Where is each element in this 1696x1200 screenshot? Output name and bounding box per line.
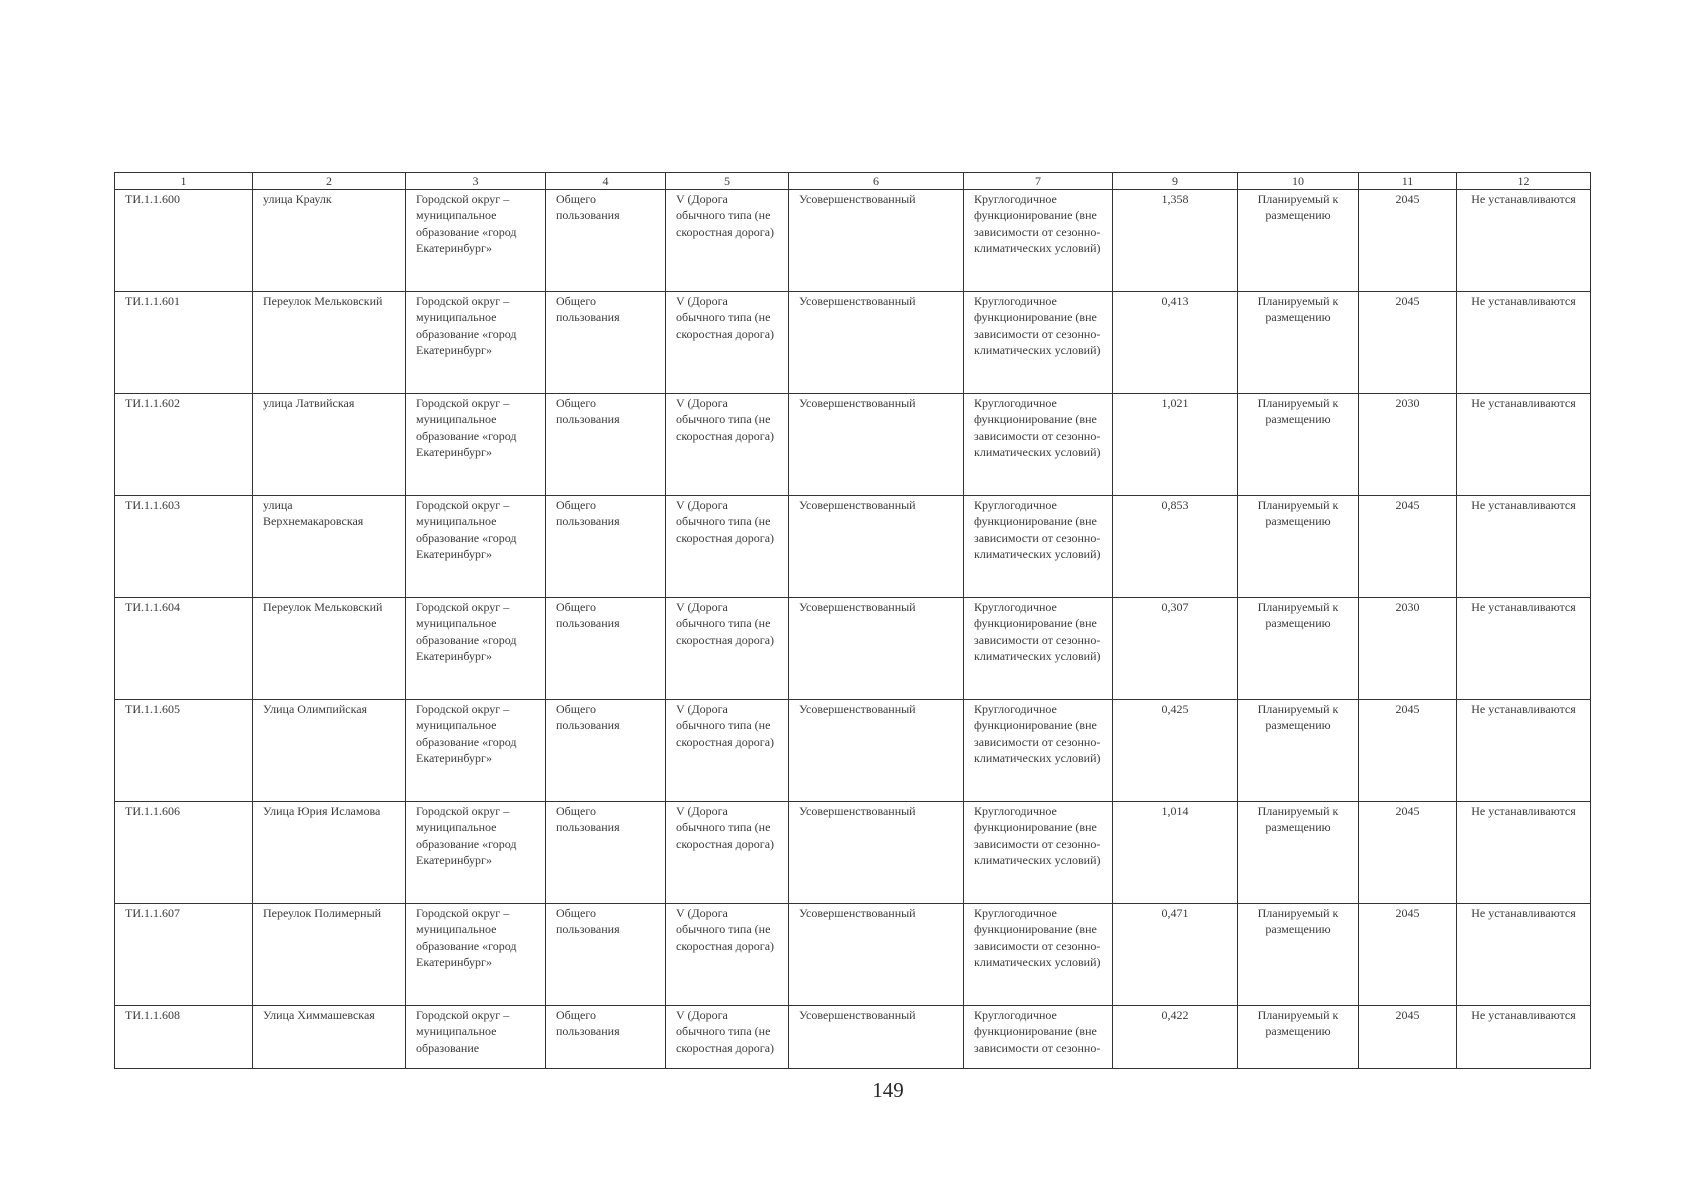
object-name-cell: улица Краулк	[253, 190, 406, 292]
page-number: 149	[872, 1078, 904, 1102]
operation-mode-cell: Круглогодичное функционирование (вне зависимости от сезонно-климатических условий)	[964, 904, 1113, 1006]
status-cell: Планируемый к размещению	[1238, 802, 1359, 904]
road-class-cell: V (Дорога обычного типа (не скоростная дорога)	[666, 1006, 789, 1069]
table-row	[115, 802, 1591, 904]
object-id-cell: ТИ.1.1.605	[115, 700, 253, 802]
status-cell: Планируемый к размещению	[1238, 598, 1359, 700]
column-header: 7	[964, 173, 1113, 190]
zones-cell: Не устанавливаются	[1457, 496, 1591, 598]
zones-cell: Не устанавливаются	[1457, 292, 1591, 394]
year-cell: 2045	[1359, 700, 1457, 802]
object-name-cell: Переулок Полимерный	[253, 904, 406, 1006]
status-cell: Планируемый к размещению	[1238, 700, 1359, 802]
surface-type-cell: Усовершенствованный	[789, 598, 964, 700]
column-header: 1	[115, 173, 253, 190]
object-name-cell: улица Верхнемакаровская	[253, 496, 406, 598]
surface-type-cell: Усовершенствованный	[789, 496, 964, 598]
year-cell: 2045	[1359, 496, 1457, 598]
header-row	[115, 173, 1591, 190]
road-class-cell: V (Дорога обычного типа (не скоростная дорога)	[666, 802, 789, 904]
object-name-cell: Улица Олимпийская	[253, 700, 406, 802]
length-cell: 0,422	[1113, 1006, 1238, 1069]
length-cell: 0,471	[1113, 904, 1238, 1006]
purpose-cell: Общего пользования	[546, 904, 666, 1006]
municipality-cell: Городской округ – муниципальное образование «город Екатеринбург»	[406, 394, 546, 496]
operation-mode-cell: Круглогодичное функционирование (вне зависимости от сезонно-климатических условий)	[964, 190, 1113, 292]
purpose-cell: Общего пользования	[546, 496, 666, 598]
year-cell: 2045	[1359, 802, 1457, 904]
purpose-cell: Общего пользования	[546, 598, 666, 700]
municipality-cell: Городской округ – муниципальное образование «город Екатеринбург»	[406, 700, 546, 802]
municipality-cell: Городской округ – муниципальное образование	[406, 1006, 546, 1069]
column-header: 10	[1238, 173, 1359, 190]
surface-type-cell: Усовершенствованный	[789, 292, 964, 394]
column-header: 4	[546, 173, 666, 190]
purpose-cell: Общего пользования	[546, 700, 666, 802]
year-cell: 2030	[1359, 598, 1457, 700]
operation-mode-cell: Круглогодичное функционирование (вне зависимости от сезонно-климатических условий)	[964, 496, 1113, 598]
operation-mode-cell: Круглогодичное функционирование (вне зависимости от сезонно-климатических условий)	[964, 394, 1113, 496]
municipality-cell: Городской округ – муниципальное образование «город Екатеринбург»	[406, 496, 546, 598]
road-class-cell: V (Дорога обычного типа (не скоростная дорога)	[666, 904, 789, 1006]
object-name-cell: Улица Юрия Исламова	[253, 802, 406, 904]
object-name-cell: Переулок Мельковский	[253, 598, 406, 700]
purpose-cell: Общего пользования	[546, 190, 666, 292]
road-class-cell: V (Дорога обычного типа (не скоростная дорога)	[666, 292, 789, 394]
municipality-cell: Городской округ – муниципальное образование «город Екатеринбург»	[406, 292, 546, 394]
surface-type-cell: Усовершенствованный	[789, 802, 964, 904]
year-cell: 2030	[1359, 394, 1457, 496]
municipality-cell: Городской округ – муниципальное образование «город Екатеринбург»	[406, 598, 546, 700]
table-row	[115, 904, 1591, 1006]
table-row	[115, 394, 1591, 496]
column-header: 2	[253, 173, 406, 190]
status-cell: Планируемый к размещению	[1238, 292, 1359, 394]
table-row	[115, 598, 1591, 700]
operation-mode-cell: Круглогодичное функционирование (вне зависимости от сезонно-климатических условий)	[964, 700, 1113, 802]
road-class-cell: V (Дорога обычного типа (не скоростная дорога)	[666, 700, 789, 802]
municipality-cell: Городской округ – муниципальное образование «город Екатеринбург»	[406, 190, 546, 292]
road-class-cell: V (Дорога обычного типа (не скоростная дорога)	[666, 394, 789, 496]
zones-cell: Не устанавливаются	[1457, 190, 1591, 292]
table-row	[115, 292, 1591, 394]
zones-cell: Не устанавливаются	[1457, 700, 1591, 802]
status-cell: Планируемый к размещению	[1238, 904, 1359, 1006]
object-id-cell: ТИ.1.1.602	[115, 394, 253, 496]
length-cell: 0,425	[1113, 700, 1238, 802]
purpose-cell: Общего пользования	[546, 1006, 666, 1069]
surface-type-cell: Усовершенствованный	[789, 904, 964, 1006]
operation-mode-cell: Круглогодичное функционирование (вне зависимости от сезонно-климатических условий)	[964, 598, 1113, 700]
object-id-cell: ТИ.1.1.606	[115, 802, 253, 904]
column-header: 3	[406, 173, 546, 190]
object-id-cell: ТИ.1.1.604	[115, 598, 253, 700]
purpose-cell: Общего пользования	[546, 394, 666, 496]
object-id-cell: ТИ.1.1.608	[115, 1006, 253, 1069]
municipality-cell: Городской округ – муниципальное образование «город Екатеринбург»	[406, 802, 546, 904]
length-cell: 0,413	[1113, 292, 1238, 394]
length-cell: 1,014	[1113, 802, 1238, 904]
road-class-cell: V (Дорога обычного типа (не скоростная дорога)	[666, 598, 789, 700]
column-header: 11	[1359, 173, 1457, 190]
length-cell: 0,853	[1113, 496, 1238, 598]
road-class-cell: V (Дорога обычного типа (не скоростная дорога)	[666, 190, 789, 292]
object-name-cell: Улица Химмашевская	[253, 1006, 406, 1069]
status-cell: Планируемый к размещению	[1238, 496, 1359, 598]
table-row	[115, 700, 1591, 802]
object-id-cell: ТИ.1.1.601	[115, 292, 253, 394]
purpose-cell: Общего пользования	[546, 802, 666, 904]
zones-cell: Не устанавливаются	[1457, 904, 1591, 1006]
table-row	[115, 496, 1591, 598]
object-name-cell: улица Латвийская	[253, 394, 406, 496]
municipality-cell: Городской округ – муниципальное образование «город Екатеринбург»	[406, 904, 546, 1006]
operation-mode-cell: Круглогодичное функционирование (вне зависимости от сезонно-климатических условий)	[964, 292, 1113, 394]
table-body	[115, 190, 1591, 1069]
length-cell: 1,358	[1113, 190, 1238, 292]
year-cell: 2045	[1359, 904, 1457, 1006]
zones-cell: Не устанавливаются	[1457, 802, 1591, 904]
column-header: 6	[789, 173, 964, 190]
column-header: 9	[1113, 173, 1238, 190]
table-row	[115, 190, 1591, 292]
surface-type-cell: Усовершенствованный	[789, 1006, 964, 1069]
object-id-cell: ТИ.1.1.600	[115, 190, 253, 292]
purpose-cell: Общего пользования	[546, 292, 666, 394]
object-id-cell: ТИ.1.1.603	[115, 496, 253, 598]
status-cell: Планируемый к размещению	[1238, 190, 1359, 292]
year-cell: 2045	[1359, 190, 1457, 292]
column-header: 5	[666, 173, 789, 190]
zones-cell: Не устанавливаются	[1457, 394, 1591, 496]
year-cell: 2045	[1359, 1006, 1457, 1069]
status-cell: Планируемый к размещению	[1238, 394, 1359, 496]
surface-type-cell: Усовершенствованный	[789, 394, 964, 496]
surface-type-cell: Усовершенствованный	[789, 700, 964, 802]
table-row	[115, 1006, 1591, 1069]
year-cell: 2045	[1359, 292, 1457, 394]
object-id-cell: ТИ.1.1.607	[115, 904, 253, 1006]
zones-cell: Не устанавливаются	[1457, 1006, 1591, 1069]
road-objects-table	[114, 172, 1591, 1069]
length-cell: 1,021	[1113, 394, 1238, 496]
road-class-cell: V (Дорога обычного типа (не скоростная дорога)	[666, 496, 789, 598]
surface-type-cell: Усовершенствованный	[789, 190, 964, 292]
length-cell: 0,307	[1113, 598, 1238, 700]
status-cell: Планируемый к размещению	[1238, 1006, 1359, 1069]
operation-mode-cell: Круглогодичное функционирование (вне зависимости от сезонно-	[964, 1006, 1113, 1069]
column-header: 12	[1457, 173, 1591, 190]
zones-cell: Не устанавливаются	[1457, 598, 1591, 700]
object-name-cell: Переулок Мельковский	[253, 292, 406, 394]
operation-mode-cell: Круглогодичное функционирование (вне зависимости от сезонно-климатических условий)	[964, 802, 1113, 904]
